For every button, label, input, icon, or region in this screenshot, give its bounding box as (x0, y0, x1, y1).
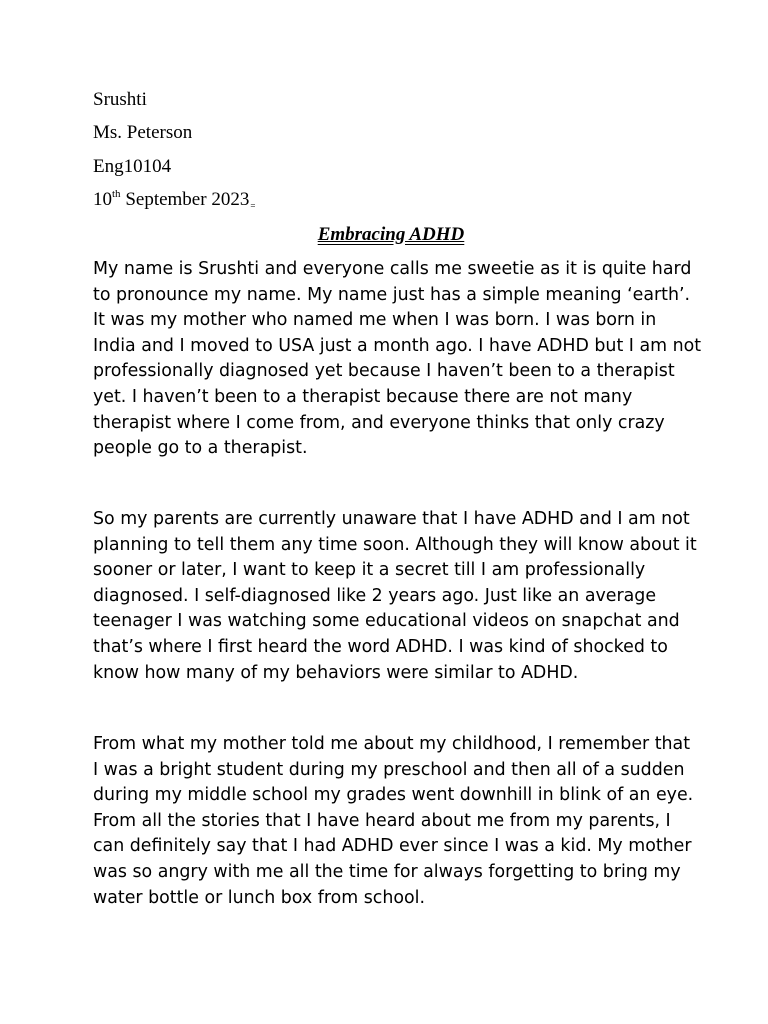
paragraph-line: It was my mother who named me when I was born. I was born in (93, 310, 657, 331)
paragraph-line: know how many of my behaviors were similar to ADHD. (93, 662, 579, 683)
paragraph-line: From what my mother told me about my childhood, I remember that (93, 734, 691, 754)
paragraph-line: people go to a therapist. (93, 438, 308, 459)
paragraph-line: was so angry with me all the time for always forgetting to bring my (93, 861, 681, 882)
paragraph-line: I was a bright student during my preschool and then all of a sudden (93, 759, 685, 780)
paragraph-line: to pronounce my name. My name just has a simple meaning ‘earth’. (93, 284, 691, 305)
paragraph-3 (93, 732, 694, 911)
paragraph-line: that’s where I first heard the word ADHD. I was kind of shocked to (93, 636, 668, 657)
date-line (93, 189, 255, 213)
paragraph-line: My name is Srushti and everyone calls me sweetie as it is quite hard (93, 259, 692, 279)
paragraph-line: water bottle or lunch box from school. (93, 887, 426, 908)
paragraph-line: yet. I haven’t been to a therapist because there are not many (93, 386, 633, 407)
paragraph-line: can definitely say that I had ADHD ever since I was a kid. My mother (93, 836, 692, 857)
paragraph-1 (93, 257, 702, 462)
teacher-name: Ms. Peterson (93, 122, 193, 143)
paragraph-2 (93, 507, 697, 686)
paragraph-line: diagnosed. I self-diagnosed like 2 years ago. Just like an average (93, 585, 657, 606)
date-mark: = (250, 201, 256, 211)
paragraph-line: sooner or later, I want to keep it a secret till I am professionally (93, 560, 646, 581)
paragraph-line: professionally diagnosed yet because I haven’t been to a therapist (93, 361, 675, 382)
paragraph-line: teenager I was watching some educational videos on snapchat and (93, 611, 680, 632)
date-suffix: th (112, 187, 121, 200)
paragraph-line: So my parents are currently unaware that I have ADHD and I am not (93, 509, 690, 529)
paragraph-line: during my middle school my grades went downhill in blink of an eye. (93, 785, 694, 806)
paragraph-line: therapist where I come from, and everyone thinks that only crazy (93, 412, 665, 433)
paragraph-line: India and I moved to USA just a month ago. I have ADHD but I am not (93, 335, 702, 356)
essay-title: Embracing ADHD (317, 224, 465, 245)
course-code: Eng10104 (93, 156, 172, 177)
date-day: 10 (93, 189, 112, 210)
student-name: Srushti (93, 89, 147, 110)
date-rest: September 2023 (120, 189, 250, 210)
paragraph-line: planning to tell them any time soon. Although they will know about it (93, 534, 697, 555)
paragraph-line: From all the stories that I have heard about me from my parents, I (93, 810, 671, 831)
